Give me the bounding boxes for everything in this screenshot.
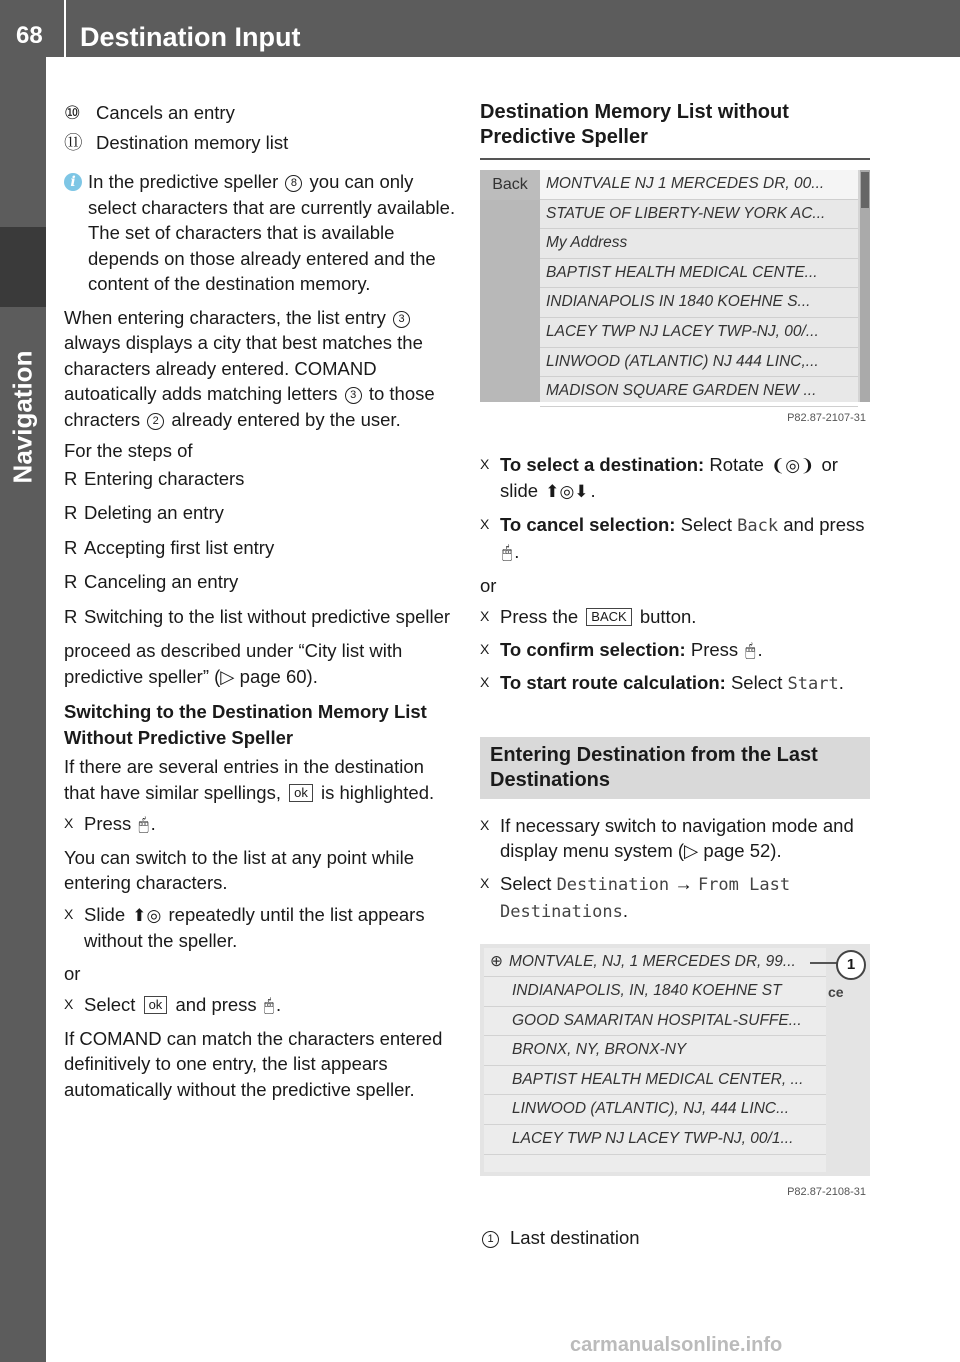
legend-marker: ⑩ — [64, 102, 81, 123]
step: X To confirm selection: Press 🖱 . — [480, 637, 870, 664]
section-heading: Entering Destination from the Last Destinations — [480, 737, 870, 799]
callout-marker: 1 — [482, 1231, 499, 1248]
or-text: or — [64, 962, 81, 984]
step-arrow-icon: X — [480, 874, 490, 891]
list-item: R Canceling an entry — [64, 571, 239, 592]
list-item: R Accepting first list entry — [64, 536, 275, 558]
callout-marker: 3 — [345, 387, 362, 404]
back-button-icon: BACK — [586, 608, 631, 626]
legend-item — [480, 1225, 870, 1251]
step-arrow-icon: X — [480, 640, 490, 657]
watermark: carmanualsonline.info — [570, 1334, 783, 1356]
list-item[interactable]: BAPTIST HEALTH MEDICAL CENTER, ... — [484, 1066, 826, 1096]
header-bar — [0, 0, 960, 57]
page-ref-icon: ▷ — [684, 840, 699, 861]
callout-marker: 8 — [285, 175, 302, 192]
list-item[interactable]: LINWOOD (ATLANTIC), NJ, 444 LINC... — [484, 1095, 826, 1125]
slide-knob-icon: ⬆◎⬇ — [545, 482, 589, 501]
side-tab-marker — [0, 227, 46, 307]
destination-memory-screen — [480, 170, 870, 402]
paragraph: If there are several entries in the destination that have similar spellings, ok is highlighted. — [64, 756, 435, 803]
paragraph: You can switch to the list at any point while entering characters. — [64, 846, 414, 893]
destination-pin-icon: ⊕ — [490, 952, 503, 970]
step: X To select a destination: Rotate ❨◎❩ or slide ⬆◎⬇ . — [480, 452, 870, 505]
chapter-title: Destination Input — [80, 22, 301, 52]
paragraph: If COMAND can match the characters entered definitively to one entry, the list appears automatically without the predictive speller. — [64, 1027, 443, 1100]
info-note — [64, 169, 456, 297]
page-ref-icon: ▷ — [220, 665, 235, 687]
last-destinations-list — [484, 948, 826, 1172]
paragraph: proceed as described under “City list with predictive speller” (▷ page 60). — [64, 640, 403, 687]
ok-symbol: ok — [144, 996, 168, 1014]
legend-text: Last destination — [510, 1227, 640, 1248]
list-item[interactable]: LACEY TWP NJ LACEY TWP-NJ, 00/1... — [484, 1125, 826, 1155]
header-divider — [64, 0, 66, 57]
step: X To start route calculation: Select Start. — [480, 670, 870, 698]
left-column — [64, 100, 456, 1108]
list-item[interactable]: LINWOOD (ATLANTIC) NJ 444 LINC,... — [540, 348, 858, 378]
list-item: R Switching to the list without predictive speller — [64, 605, 451, 627]
list-item[interactable]: GOOD SAMARITAN HOSPITAL-SUFFE... — [484, 1007, 826, 1037]
page-number: 68 — [16, 22, 43, 49]
step-arrow-icon: X — [480, 816, 490, 833]
or-text: or — [480, 574, 497, 596]
press-knob-icon: 🖱 — [745, 640, 756, 660]
info-icon: i — [64, 173, 82, 191]
section-rule — [480, 158, 870, 160]
right-column — [480, 100, 870, 1251]
press-knob-icon: 🖱 — [263, 996, 275, 1015]
list-item: R Deleting an entry — [64, 502, 224, 523]
step-arrow-icon: X — [480, 455, 490, 472]
step-arrow-icon: X — [480, 608, 490, 624]
step: X To cancel selection: Select Back and press 🖱 . — [480, 512, 870, 566]
page-link[interactable]: page 60). — [239, 665, 318, 687]
step: X Select Destination → From Last Destinations. — [480, 871, 870, 926]
callout-marker: 3 — [393, 311, 410, 328]
arrow-icon: → — [674, 872, 693, 894]
step: X Press 🖱 . — [64, 811, 456, 838]
last-destinations-screen — [480, 944, 870, 1176]
section-title: Destination Memory List without Predictive Speller — [480, 101, 789, 148]
image-caption: P82.87-2107-31 — [787, 412, 866, 424]
step: X Select ok and press 🖱 . — [64, 992, 456, 1019]
callout-marker: 2 — [147, 413, 164, 430]
list-item[interactable]: BRONX, NY, BRONX-NY — [484, 1036, 826, 1066]
legend-item — [64, 130, 456, 156]
step-arrow-icon: X — [64, 905, 74, 922]
list-item[interactable]: STATUE OF LIBERTY-NEW YORK AC... — [540, 200, 858, 230]
step-arrow-icon: X — [64, 815, 74, 831]
side-tab — [0, 57, 46, 1362]
scrollbar-thumb[interactable] — [861, 172, 869, 208]
legend-text: Cancels an entry — [96, 102, 235, 123]
subheading: Switching to the Destination Memory List Without Predictive Speller — [64, 701, 427, 748]
page-link[interactable]: page 52). — [703, 840, 782, 861]
paragraph: When entering characters, the list entry 3 always displays a city that best matches the characters already entered. COMAND autoatically adds matching letters 3 to those chracters 2 already entered by the user. — [64, 306, 435, 430]
side-tab-label: Navigation — [7, 350, 38, 484]
legend-item — [64, 100, 456, 126]
step-arrow-icon: X — [480, 674, 490, 690]
bullet-list — [64, 466, 456, 630]
list-item[interactable]: ⊕ MONTVALE, NJ, 1 MERCEDES DR, 99... — [484, 948, 826, 978]
side-label: ce — [828, 983, 844, 1000]
list-item[interactable]: BAPTIST HEALTH MEDICAL CENTE... — [540, 259, 858, 289]
rotate-knob-icon: ❨◎❩ — [771, 455, 815, 475]
list-item[interactable]: My Address — [540, 229, 858, 259]
info-text: In the predictive speller 8 you can only select characters that are currently available. The set of characters that is available depends on those already entered and the content of the destination memory. — [88, 171, 456, 294]
image-caption: P82.87-2108-31 — [787, 1185, 866, 1198]
step-arrow-icon: X — [480, 515, 490, 532]
legend-marker: ⑪ — [64, 131, 83, 153]
slide-knob-icon: ⬆◎ — [132, 905, 162, 925]
step: X Press the BACK button. — [480, 604, 870, 630]
step: X If necessary switch to navigation mode and display menu system (▷ page 52). — [480, 813, 870, 864]
callout-marker: 1 — [836, 950, 866, 980]
press-knob-icon: 🖱 — [502, 543, 513, 562]
list-item[interactable]: INDIANAPOLIS IN 1840 KOEHNE S... — [540, 288, 858, 318]
callout-line — [810, 962, 838, 964]
list-item[interactable]: MONTVALE NJ 1 MERCEDES DR, 00... — [540, 170, 858, 200]
step: X Slide ⬆◎ repeatedly until the list appears without the speller. — [64, 902, 456, 954]
step-arrow-icon: X — [64, 996, 74, 1012]
list-item[interactable]: INDIANAPOLIS, IN, 1840 KOEHNE ST — [484, 977, 826, 1007]
press-knob-icon: 🖱 — [138, 815, 149, 834]
list-item[interactable]: LACEY TWP NJ LACEY TWP-NJ, 00/... — [540, 318, 858, 348]
steps-intro: For the steps of — [64, 440, 193, 461]
destination-list — [540, 170, 858, 402]
list-item[interactable]: MADISON SQUARE GARDEN NEW ... — [540, 377, 858, 407]
ok-symbol: ok — [289, 784, 313, 802]
legend-text: Destination memory list — [96, 131, 289, 153]
list-item: R Entering characters — [64, 467, 245, 489]
back-button[interactable]: Back — [480, 170, 540, 200]
